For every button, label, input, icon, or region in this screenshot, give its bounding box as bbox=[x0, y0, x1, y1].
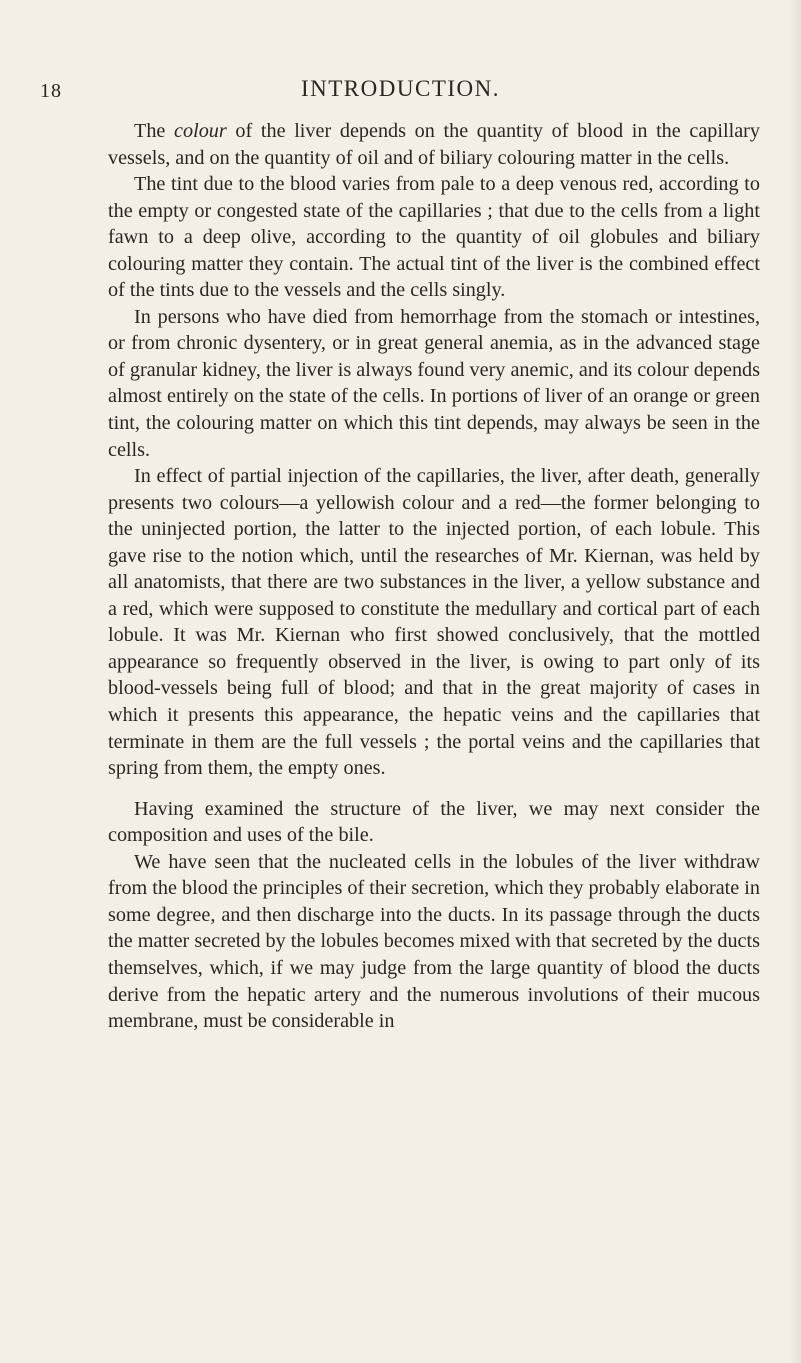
paragraph-colour-lead: The bbox=[134, 120, 175, 142]
emphasis-colour: colour bbox=[174, 120, 227, 142]
paragraph-tint: The tint due to the blood varies from pale to a deep venous red, according to the empty or congested state of the capillaries ; that due to the cells from a light fawn to a deep olive, according to the quantity of oil globules and biliary colouring matter they contain. The actual tint of the liver is the combined effect of the tints due to the vessels and the cells singly. bbox=[108, 173, 760, 302]
page-number: 18 bbox=[40, 80, 62, 102]
paragraph-colour-rest: of the liver depends on the quantity of blood in the capillary vessels, and on the quantity of oil and of biliary colouring matter in the cells. bbox=[108, 120, 761, 169]
paragraph-injection: In effect of partial injection of the capillaries, the liver, after death, generally presents two colours—a yellowish colour and a red—the former belonging to the uninjected portion, the latter to the injected portion, of each lobule. This gave rise to the notion which, until the researches of Mr. Kiernan, was held by all anatomists, that there are two substances in the liver, a yellow substance and a red, which were supposed to constitute the medullary and cortical part of each lobule. It was Mr. Kiernan who first showed conclusively, that the mottled appearance so frequently observed in the liver, is owing to part only of its blood-vessels being full of blood; and that in the great majority of cases in which it presents this appearance, the hepatic veins and the capillaries that terminate in them are the full vessels ; the portal veins and the capillaries that spring from them, the empty ones. bbox=[108, 465, 760, 780]
body-text bbox=[108, 118, 760, 1035]
paragraph-secretion: We have seen that the nucleated cells in the lobules of the liver withdraw from the blood the principles of their secretion, which they probably elaborate in some degree, and then discharge into the ducts. In its passage through the ducts the matter secreted by the lobules becomes mixed with that secreted by the ducts themselves, which, if we may judge from the large quantity of blood the ducts derive from the hepatic artery and the numerous involutions of their mucous membrane, must be considerable in bbox=[108, 850, 760, 1033]
paragraph-colour bbox=[108, 118, 760, 171]
running-head: INTRODUCTION. bbox=[300, 76, 500, 101]
page-edge-shadow bbox=[789, 0, 801, 1363]
paragraph-bile-intro: Having examined the structure of the liver, we may next consider the composition and uses of the bile. bbox=[108, 797, 760, 847]
paragraph-anemia: In persons who have died from hemorrhage from the stomach or intestines, or from chronic dysentery, or in great general anemia, as in the advanced stage of granular kidney, the liver is always found very anemic, and its colour depends almost entirely on the state of the cells. In portions of liver of an orange or green tint, the colouring matter on which this tint depends, may always be seen in the cells. bbox=[108, 305, 760, 461]
